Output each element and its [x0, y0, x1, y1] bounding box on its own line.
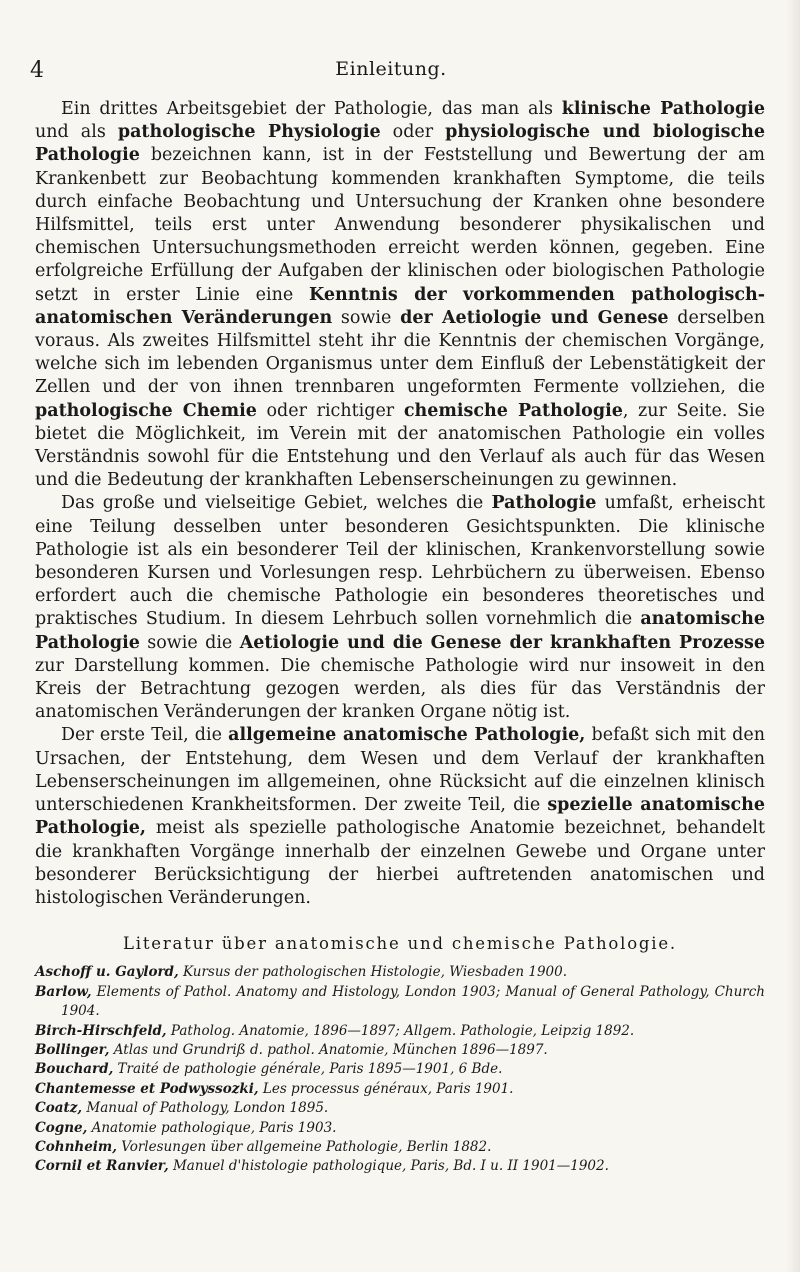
literature-title: Literatur über anatomische und chemische Pathologie. — [123, 934, 677, 954]
reference-entry — [35, 1119, 765, 1138]
reference-text: Manuel d'histologie pathologique, Paris, Bd. I u. II 1901—1902. — [168, 1158, 609, 1175]
text-run: befaßt sich mit den Ursachen, der Entstehung, dem Wesen und dem Verlauf der krankhaften Lebenserscheinungen im allgemeinen, ohne Rücksicht auf die einzelnen klinisch unterschiedenen Krankheitsformen. Der zweite Teil, die — [35, 725, 765, 816]
reference-author: Coatz, — [35, 1100, 83, 1117]
bold-term: Kenntnis der vorkommenden pathologisch-anatomischen Veränderungen — [35, 284, 765, 328]
bold-term: allgemeine anatomische Pathologie, — [228, 725, 586, 746]
reference-author: Chantemesse et Podwyssozki, — [35, 1080, 259, 1097]
reference-entry — [35, 1080, 765, 1099]
text-run: und als — [35, 122, 118, 143]
reference-entry — [35, 1022, 765, 1041]
bold-term: klinische Pathologie — [561, 99, 765, 119]
paragraph — [35, 724, 765, 910]
text-run: oder — [380, 122, 446, 143]
page-number: 4 — [30, 58, 44, 83]
bold-term: pathologische Chemie — [35, 400, 257, 421]
bold-term: chemische Pathologie — [403, 400, 623, 421]
text-run: oder richtiger — [256, 400, 404, 421]
reference-author: Aschoff u. Gaylord, — [35, 964, 179, 981]
reference-text: Anatomie pathologique, Paris 1903. — [87, 1119, 337, 1136]
bold-term: pathologische Physiologie — [117, 122, 381, 143]
reference-text: Elements of Pathol. Anatomy and Histology, London 1903; Manual of General Pathology, Church 1904. — [61, 983, 765, 1020]
bold-term: physiologische und biologische Pathologie — [35, 122, 765, 166]
reference-author: Cornil et Ranvier, — [35, 1158, 169, 1175]
reference-text: Kursus der pathologischen Histologie, Wiesbaden 1900. — [178, 964, 568, 981]
reference-entry — [35, 1099, 765, 1118]
reference-author: Barlow, — [35, 983, 92, 1000]
reference-entry — [35, 1157, 765, 1176]
reference-entry — [35, 963, 765, 982]
reference-text: Atlas und Grundriß d. pathol. Anatomie, München 1896—1897. — [109, 1041, 548, 1058]
reference-author: Bollinger, — [35, 1041, 110, 1058]
body-text — [35, 98, 765, 1177]
reference-entry — [35, 1060, 765, 1079]
reference-entry — [35, 983, 765, 1022]
text-run: umfaßt, erheischt eine Teilung desselben unter besonderen Gesichtspunkten. Die klinische Pathologie ist als ein besonderer Teil der klinischen, Krankenvorstellung sowie besonderen Kursen und Vorlesungen resp. Lehrbüchern zu überweisen. Ebenso erfordert auch die chemische Pathologie ein besonderes theoretisches und praktisches Studium. In diesem Lehrbuch sollen vornehmlich die — [35, 493, 766, 630]
reference-author: Birch-Hirschfeld, — [35, 1022, 167, 1039]
paragraph — [35, 492, 765, 724]
bold-term: der Aetiologie und Genese — [400, 307, 669, 328]
reference-list — [35, 963, 765, 1176]
reference-author: Cohnheim, — [35, 1138, 117, 1155]
reference-text: Les processus généraux, Paris 1901. — [258, 1080, 514, 1097]
reference-text: Patholog. Anatomie, 1896—1897; Allgem. Pathologie, Leipzig 1892. — [166, 1022, 635, 1039]
text-run: Ein drittes Arbeitsgebiet der Pathologie, das man als — [61, 99, 562, 119]
reference-author: Bouchard, — [35, 1061, 114, 1078]
bold-term: Pathologie — [491, 493, 597, 514]
reference-entry — [35, 1041, 765, 1060]
reference-entry — [35, 1138, 765, 1157]
reference-text: Manual of Pathology, London 1895. — [82, 1100, 329, 1117]
reference-text: Traité de pathologie générale, Paris 1895—1901, 6 Bde. — [113, 1061, 503, 1078]
paragraphs — [35, 98, 765, 910]
text-run: Das große und vielseitige Gebiet, welches die — [61, 493, 492, 514]
text-run: Der erste Teil, die — [61, 725, 229, 746]
bold-term: Aetiologie und die Genese der krankhaften Prozesse — [239, 632, 765, 653]
text-run: , zur Seite. Sie bietet die Möglichkeit, im Verein mit der anatomischen Pathologie ein volles Verständnis sowohl für die Entstehung und den Verlauf als auch für das Wesen und die Bedeutung der krankhaften Lebenserscheinungen zu gewinnen. — [35, 400, 765, 491]
paragraph — [35, 98, 765, 492]
text-run: sowie — [332, 307, 401, 328]
text-run: derselben voraus. Als zweites Hilfsmittel steht ihr die Kenntnis der chemischen Vorgänge, welche sich im lebenden Organismus unter dem Einfluß der Lebenstätigkeit der Zellen und der von ihnen trennbaren ungeformten Fermente vollziehen, die — [35, 307, 765, 398]
bold-term: anatomische Pathologie — [35, 609, 765, 653]
text-run: sowie die — [139, 632, 240, 653]
page-header — [22, 58, 760, 86]
running-head: Einleitung. — [335, 58, 447, 80]
text-run: zur Darstellung kommen. Die chemische Pathologie wird nur insoweit in den Kreis der Betrachtung gezogen werden, als dies für das Verständnis der anatomischen Veränderungen der kranken Organe nötig ist. — [35, 655, 765, 723]
reference-text: Vorlesungen über allgemeine Pathologie, Berlin 1882. — [116, 1138, 492, 1155]
page-edge — [786, 0, 800, 1272]
bold-term: spezielle anatomische Pathologie, — [35, 795, 765, 839]
text-run: meist als spezielle pathologische Anatomie bezeichnet, behandelt die krankhaften Vorgänge innerhalb der einzelnen Gewebe und Organe unter besonderer Berücksichtigung der hierbei auftretenden anatomischen und histologischen Veränderungen. — [35, 818, 765, 908]
text-run: bezeichnen kann, ist in der Feststellung und Bewertung der am Krankenbett zur Beobachtung kommenden krankhaften Symptome, die teils durch einfache Beobachtung und Untersuchung der Kranken ohne besondere Hilfsmittel, teils erst unter Anwendung besonderer physikalischen und chemischen Untersuchungsmethoden erreicht werden können, gegeben. Eine erfolgreiche Erfüllung der Aufgaben der klinischen oder biologischen Pathologie setzt in erster Linie eine — [35, 145, 765, 305]
reference-author: Cogne, — [35, 1119, 88, 1136]
